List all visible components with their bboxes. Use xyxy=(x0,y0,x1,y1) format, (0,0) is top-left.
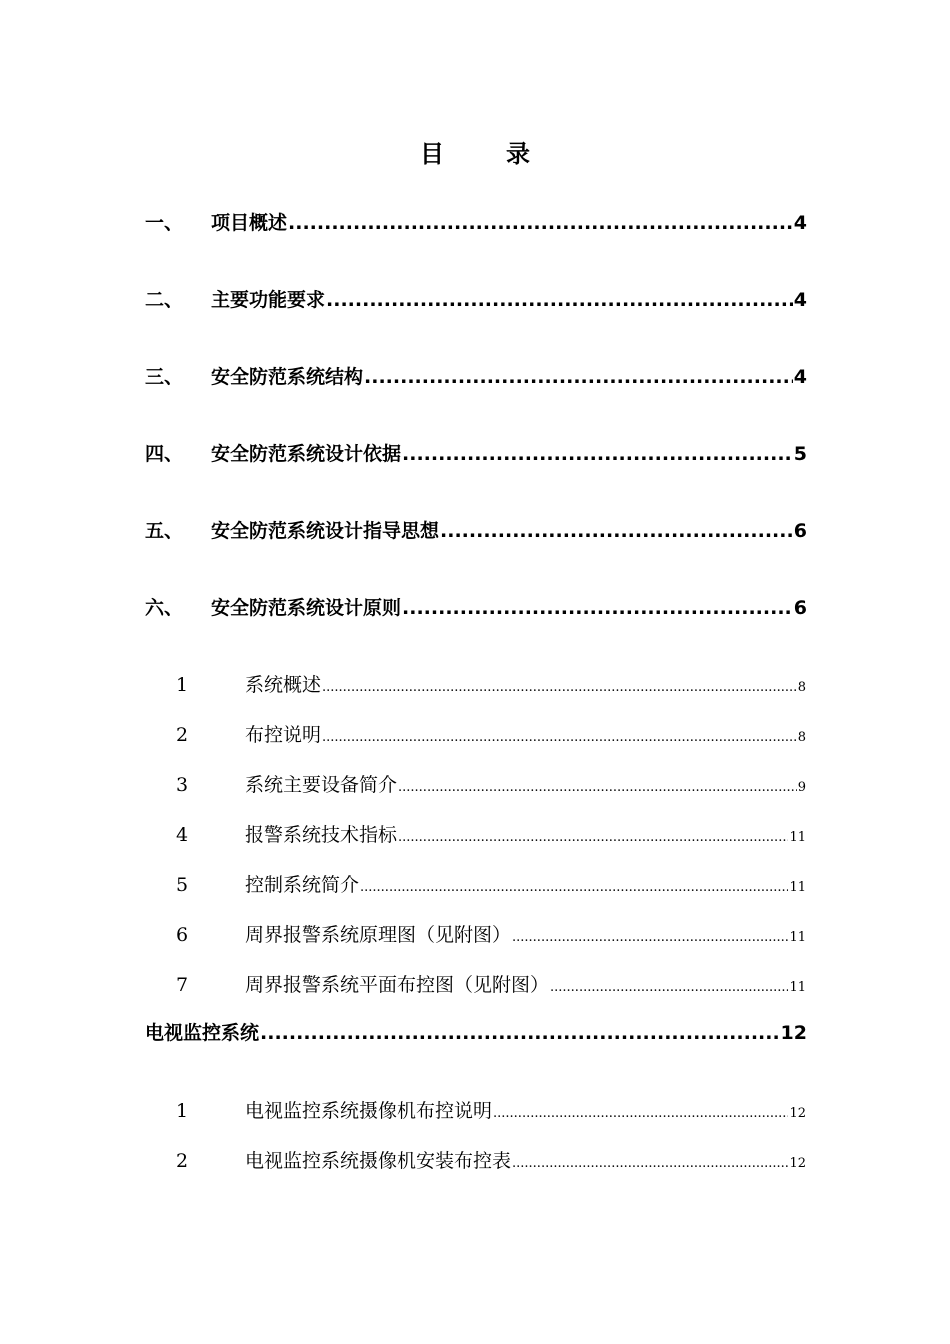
dot-leader xyxy=(402,597,793,619)
toc-title-char-1: 目 xyxy=(420,140,444,168)
entry-label: 安全防范系统结构 xyxy=(211,366,364,388)
toc-subentry[interactable] xyxy=(176,870,806,897)
entry-label: 系统概述 xyxy=(245,674,322,696)
entry-label: 电视监控系统 xyxy=(145,1022,260,1044)
entry-page: 4 xyxy=(793,289,807,311)
toc-subentry[interactable] xyxy=(176,820,806,847)
entry-page: 6 xyxy=(793,597,807,619)
entry-number: 2 xyxy=(176,724,189,746)
entry-label: 系统主要设备简介 xyxy=(245,774,398,796)
entry-page: 5 xyxy=(793,443,807,465)
dot-leader xyxy=(326,289,793,311)
entry-number: 1 xyxy=(176,674,189,696)
entry-label: 电视监控系统摄像机布控说明 xyxy=(245,1100,493,1122)
entry-page: 12 xyxy=(789,1156,806,1171)
dot-leader xyxy=(288,212,793,234)
entry-label: 报警系统技术指标 xyxy=(245,824,398,846)
toc-entry-5[interactable] xyxy=(145,516,807,543)
entry-number: 3 xyxy=(176,774,189,796)
entry-page: 8 xyxy=(797,680,806,695)
dot-leader xyxy=(512,930,788,945)
entry-number: 二、 xyxy=(145,289,184,311)
entry-label: 安全防范系统设计指导思想 xyxy=(211,520,440,542)
entry-page: 9 xyxy=(797,780,806,795)
toc-subentry[interactable] xyxy=(176,1146,806,1173)
toc-subentry[interactable] xyxy=(176,970,806,997)
dot-leader xyxy=(550,980,788,995)
entry-number: 三、 xyxy=(145,366,184,388)
entry-page: 11 xyxy=(789,930,806,945)
toc-subentry[interactable] xyxy=(176,1096,806,1123)
entry-page: 4 xyxy=(793,212,807,234)
entry-number: 1 xyxy=(176,1100,189,1122)
toc-title-char-2: 录 xyxy=(506,140,530,168)
dot-leader xyxy=(398,830,788,845)
entry-label: 控制系统简介 xyxy=(245,874,360,896)
entry-number: 5 xyxy=(176,874,189,896)
entry-page: 11 xyxy=(789,980,806,995)
entry-label: 电视监控系统摄像机安装布控表 xyxy=(245,1150,512,1172)
entry-page: 11 xyxy=(789,880,806,895)
entry-label: 安全防范系统设计依据 xyxy=(211,443,402,465)
toc-subentry[interactable] xyxy=(176,920,806,947)
dot-leader xyxy=(360,880,788,895)
toc-entry-1[interactable] xyxy=(145,208,807,235)
entry-page: 12 xyxy=(789,1106,806,1121)
toc-entry-2[interactable] xyxy=(145,285,807,312)
toc-entry-6[interactable] xyxy=(145,593,807,620)
toc-subentry[interactable] xyxy=(176,770,806,797)
dot-leader xyxy=(493,1106,788,1121)
entry-number: 五、 xyxy=(145,520,184,542)
entry-label: 周界报警系统平面布控图（见附图） xyxy=(245,974,550,996)
toc-entry-cctv[interactable] xyxy=(145,1018,807,1045)
toc-subentry[interactable] xyxy=(176,720,806,747)
entry-label: 项目概述 xyxy=(211,212,288,234)
entry-page: 4 xyxy=(793,366,807,388)
dot-leader xyxy=(440,520,793,542)
entry-label: 布控说明 xyxy=(245,724,322,746)
entry-number: 2 xyxy=(176,1150,189,1172)
entry-page: 8 xyxy=(797,730,806,745)
entry-label: 主要功能要求 xyxy=(211,289,326,311)
entry-label: 安全防范系统设计原则 xyxy=(211,597,402,619)
entry-number: 4 xyxy=(176,824,189,846)
toc-subentry[interactable] xyxy=(176,670,806,697)
entry-number: 7 xyxy=(176,974,189,996)
dot-leader xyxy=(364,366,793,388)
dot-leader xyxy=(260,1022,780,1044)
toc-title xyxy=(0,134,950,169)
dot-leader xyxy=(322,730,797,745)
entry-number: 四、 xyxy=(145,443,184,465)
dot-leader xyxy=(402,443,793,465)
dot-leader xyxy=(512,1156,788,1171)
entry-number: 六、 xyxy=(145,597,184,619)
toc-entry-3[interactable] xyxy=(145,362,807,389)
entry-page: 11 xyxy=(789,830,806,845)
dot-leader xyxy=(322,680,797,695)
entry-page: 6 xyxy=(793,520,807,542)
toc-entry-4[interactable] xyxy=(145,439,807,466)
entry-number: 6 xyxy=(176,924,189,946)
entry-label: 周界报警系统原理图（见附图） xyxy=(245,924,512,946)
entry-page: 12 xyxy=(780,1022,807,1044)
dot-leader xyxy=(398,780,797,795)
entry-number: 一、 xyxy=(145,212,184,234)
